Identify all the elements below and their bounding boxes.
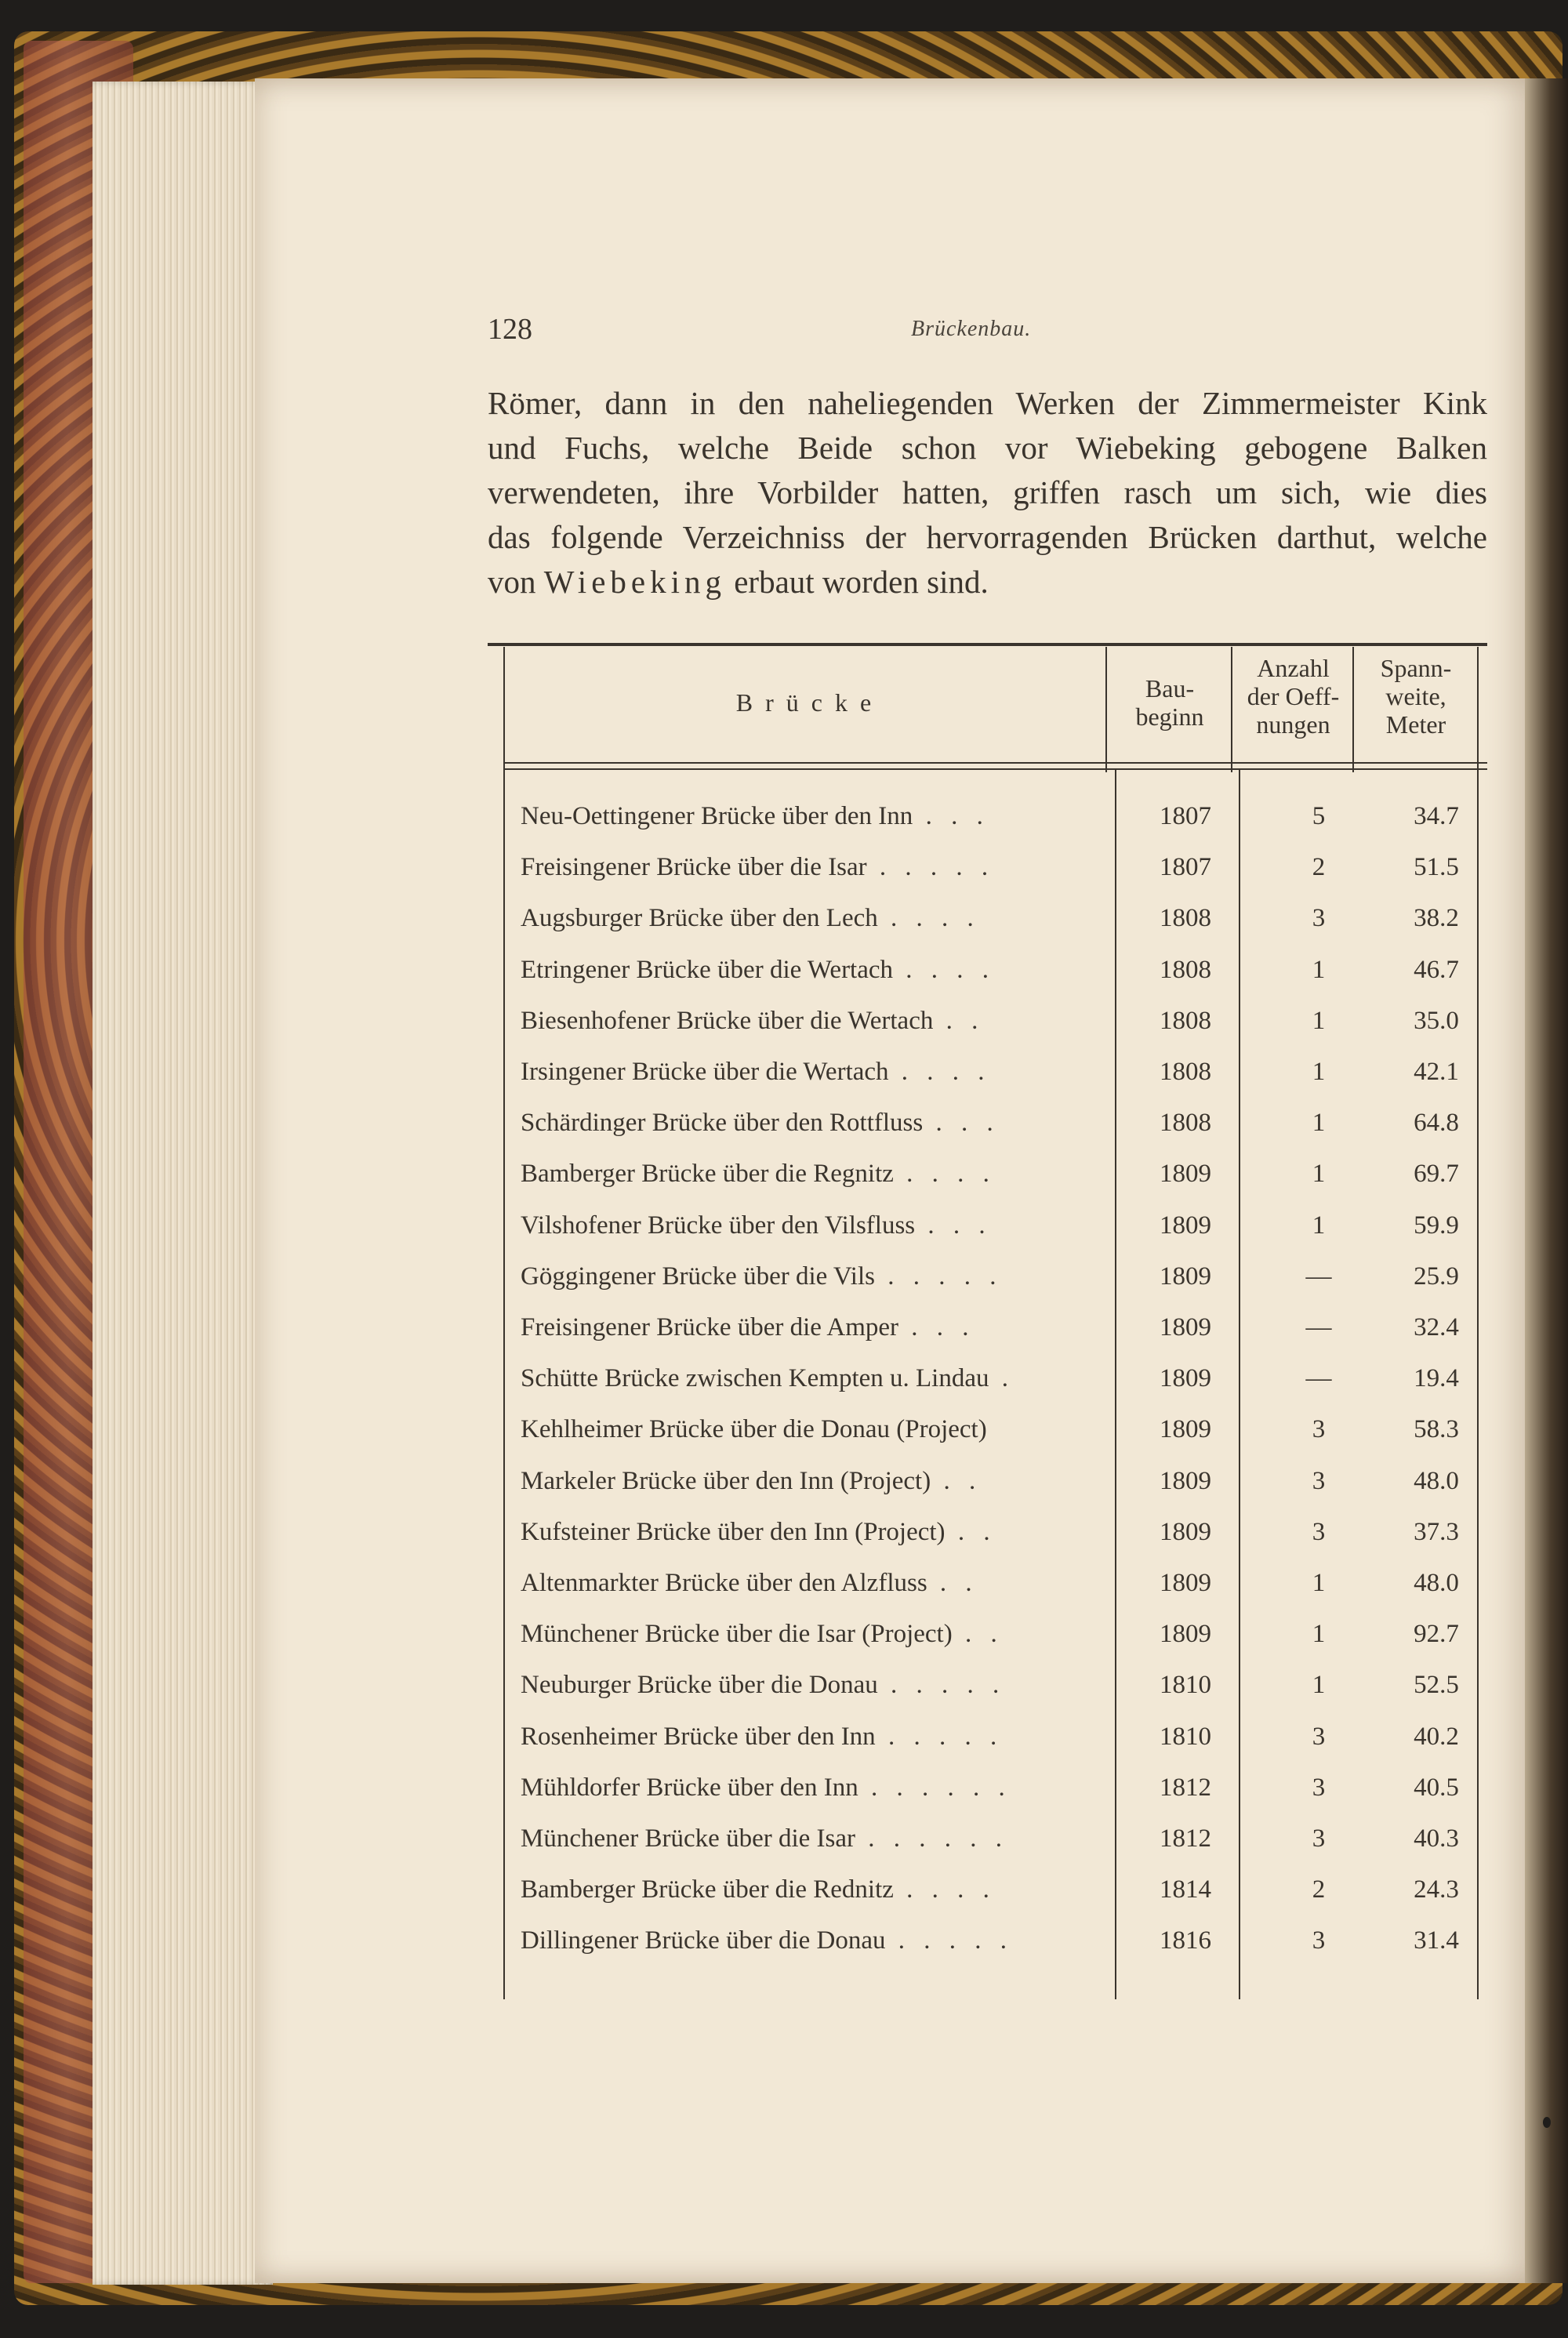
construction-year: 1809 bbox=[1160, 1620, 1211, 1649]
table-row bbox=[488, 1663, 1487, 1714]
span-width: 48.0 bbox=[1414, 1569, 1459, 1597]
spine-shadow bbox=[1525, 78, 1568, 2283]
table-row bbox=[488, 1203, 1487, 1254]
construction-year: 1809 bbox=[1160, 1160, 1211, 1189]
opening-count: 3 bbox=[1312, 1466, 1326, 1495]
bridge-name-text: Göggingener Brücke über die Vils bbox=[521, 1262, 875, 1291]
header-openings-line2: der Oeff- bbox=[1247, 682, 1340, 710]
running-head: Brückenbau. bbox=[911, 317, 1032, 341]
opening-count: 1 bbox=[1312, 1109, 1326, 1138]
opening-count: 1 bbox=[1312, 1160, 1326, 1189]
bridge-name bbox=[521, 1160, 1115, 1189]
opening-count: 1 bbox=[1312, 955, 1326, 984]
bridge-name bbox=[521, 1415, 1115, 1444]
bridge-name bbox=[521, 1875, 1115, 1904]
header-year-line1: Bau- bbox=[1145, 674, 1195, 702]
bridge-name-text: Bamberger Brücke über die Rednitz bbox=[521, 1875, 894, 1904]
bridge-name bbox=[521, 853, 1115, 882]
span-width: 40.5 bbox=[1414, 1773, 1459, 1802]
opening-count: 1 bbox=[1312, 1569, 1326, 1597]
table-row bbox=[488, 1050, 1487, 1101]
bridge-name bbox=[521, 1467, 1115, 1496]
opening-count: — bbox=[1305, 1364, 1332, 1393]
bridge-name bbox=[521, 1518, 1115, 1547]
dot-leader: . . . . bbox=[893, 1160, 996, 1189]
paragraph-line: das folgende Verzeichniss der hervorragenden Brücken darthut, welche bbox=[488, 519, 1487, 555]
header-bridge: B r ü c k e bbox=[735, 688, 875, 717]
construction-year: 1809 bbox=[1160, 1415, 1211, 1444]
span-width: 59.9 bbox=[1414, 1211, 1459, 1240]
bridge-name bbox=[521, 1723, 1115, 1752]
bridge-name bbox=[521, 1262, 1115, 1291]
header-span bbox=[1354, 654, 1478, 739]
dot-leader: . . . bbox=[923, 1109, 1000, 1138]
bridge-name-text: Freisingener Brücke über die Amper bbox=[521, 1313, 899, 1341]
table-row bbox=[488, 1919, 1487, 1970]
bridge-name bbox=[521, 802, 1115, 831]
opening-count: 1 bbox=[1312, 1671, 1326, 1700]
bridge-name bbox=[521, 1364, 1115, 1393]
span-width: 64.8 bbox=[1414, 1109, 1459, 1138]
bridge-name bbox=[521, 904, 1115, 933]
span-width: 34.7 bbox=[1414, 802, 1459, 830]
span-width: 24.3 bbox=[1414, 1875, 1459, 1904]
span-width: 69.7 bbox=[1414, 1160, 1459, 1189]
bridge-name-text: Kufsteiner Brücke über den Inn (Project) bbox=[521, 1517, 946, 1546]
dot-leader: . . . . bbox=[888, 1058, 991, 1086]
dot-leader: . . bbox=[933, 1006, 985, 1035]
spaced-name: Wiebeking bbox=[543, 564, 726, 600]
table-row bbox=[488, 896, 1487, 947]
dot-leader: . . . . . . bbox=[855, 1824, 1008, 1853]
construction-year: 1808 bbox=[1160, 1058, 1211, 1086]
bridge-table bbox=[488, 643, 1487, 1999]
dot-leader: . . . . . bbox=[875, 1722, 1004, 1751]
opening-count: 3 bbox=[1312, 904, 1326, 933]
opening-count: 2 bbox=[1312, 853, 1326, 882]
intro-paragraph bbox=[488, 381, 1487, 604]
construction-year: 1808 bbox=[1160, 1109, 1211, 1138]
dot-leader: . . . . . . bbox=[858, 1773, 1011, 1802]
construction-year: 1807 bbox=[1160, 853, 1211, 882]
bridge-name-text: Vilshofener Brücke über den Vilsfluss bbox=[521, 1211, 916, 1240]
opening-count: 2 bbox=[1312, 1875, 1326, 1904]
bridge-name bbox=[521, 1824, 1115, 1853]
table-row bbox=[488, 1715, 1487, 1766]
dot-leader: . . . . . bbox=[885, 1926, 1014, 1955]
bridge-name-text: Etringener Brücke über die Wertach bbox=[521, 955, 894, 984]
table-row bbox=[488, 1817, 1487, 1868]
header-rule-1 bbox=[503, 762, 1487, 764]
bridge-name-text: Freisingener Brücke über die Isar bbox=[521, 853, 867, 882]
dot-leader: . bbox=[989, 1364, 1014, 1393]
opening-count: — bbox=[1305, 1262, 1332, 1291]
table-row bbox=[488, 794, 1487, 845]
paragraph-line-last bbox=[488, 560, 1487, 604]
dot-leader: . . . . bbox=[877, 904, 980, 933]
bridge-name-text: Markeler Brücke über den Inn (Project) bbox=[521, 1466, 931, 1495]
dot-leader: . . . . . bbox=[874, 1262, 1003, 1291]
span-width: 52.5 bbox=[1414, 1671, 1459, 1700]
bridge-name-text: Bamberger Brücke über die Regnitz bbox=[521, 1160, 894, 1189]
bridge-name bbox=[521, 1926, 1115, 1955]
paragraph-line: verwendeten, ihre Vorbilder hatten, griffen rasch um sich, wie dies bbox=[488, 474, 1487, 510]
table-row bbox=[488, 1407, 1487, 1458]
page-number: 128 bbox=[488, 313, 532, 346]
bridge-name-text: Rosenheimer Brücke über den Inn bbox=[521, 1722, 876, 1751]
bridge-name-text: Münchener Brücke über die Isar bbox=[521, 1824, 855, 1853]
table-row bbox=[488, 1254, 1487, 1305]
table-row bbox=[488, 1152, 1487, 1203]
span-width: 40.3 bbox=[1414, 1824, 1459, 1853]
header-openings bbox=[1232, 654, 1354, 739]
bridge-name bbox=[521, 1211, 1115, 1240]
construction-year: 1810 bbox=[1160, 1671, 1211, 1700]
opening-count: 3 bbox=[1312, 1926, 1326, 1955]
page-header bbox=[488, 312, 1068, 351]
dot-leader: . . bbox=[945, 1517, 996, 1546]
span-width: 25.9 bbox=[1414, 1262, 1459, 1291]
bridge-name-text: Altenmarkter Brücke über den Alzfluss bbox=[521, 1569, 927, 1597]
span-width: 42.1 bbox=[1414, 1058, 1459, 1086]
paragraph-text: erbaut worden sind. bbox=[734, 564, 989, 600]
paragraph-line: Römer, dann in den naheliegenden Werken der Zimmermeister Kink bbox=[488, 385, 1487, 421]
construction-year: 1808 bbox=[1160, 904, 1211, 933]
bridge-name bbox=[521, 1313, 1115, 1342]
table-top-rule bbox=[488, 643, 1487, 646]
table-row bbox=[488, 1101, 1487, 1152]
table-row bbox=[488, 1561, 1487, 1612]
header-openings-line1: Anzahl bbox=[1257, 654, 1330, 682]
span-width: 38.2 bbox=[1414, 904, 1459, 933]
construction-year: 1814 bbox=[1160, 1875, 1211, 1904]
opening-count: 3 bbox=[1312, 1824, 1326, 1853]
header-openings-line3: nungen bbox=[1256, 710, 1330, 739]
bridge-name bbox=[521, 1569, 1115, 1598]
table-row bbox=[488, 1305, 1487, 1356]
dot-leader: . . bbox=[927, 1569, 978, 1597]
bridge-name bbox=[521, 1007, 1115, 1036]
opening-count: 3 bbox=[1312, 1415, 1326, 1444]
header-year bbox=[1107, 674, 1232, 731]
opening-count: 5 bbox=[1312, 802, 1326, 830]
bridge-name bbox=[521, 956, 1115, 985]
bridge-name-text: Irsingener Brücke über die Wertach bbox=[521, 1058, 889, 1086]
span-width: 92.7 bbox=[1414, 1620, 1459, 1649]
construction-year: 1809 bbox=[1160, 1262, 1211, 1291]
dot-leader: . . bbox=[952, 1620, 1004, 1649]
construction-year: 1809 bbox=[1160, 1211, 1211, 1240]
header-span-line3: Meter bbox=[1385, 710, 1446, 739]
edge-mark bbox=[1543, 2117, 1551, 2128]
dot-leader: . . bbox=[931, 1466, 982, 1495]
construction-year: 1808 bbox=[1160, 1006, 1211, 1035]
bridge-name-text: Augsburger Brücke über den Lech bbox=[521, 904, 878, 933]
bridge-name bbox=[521, 1773, 1115, 1803]
span-width: 32.4 bbox=[1414, 1313, 1459, 1341]
span-width: 51.5 bbox=[1414, 853, 1459, 882]
bridge-name-text: Münchener Brücke über die Isar (Project) bbox=[521, 1620, 953, 1649]
span-width: 19.4 bbox=[1414, 1364, 1459, 1393]
bridge-name bbox=[521, 1671, 1115, 1700]
bridge-name-text: Schütte Brücke zwischen Kempten u. Lindau bbox=[521, 1364, 989, 1393]
header-rule-2 bbox=[503, 768, 1487, 770]
construction-year: 1808 bbox=[1160, 955, 1211, 984]
construction-year: 1807 bbox=[1160, 802, 1211, 830]
table-row bbox=[488, 1868, 1487, 1919]
opening-count: 3 bbox=[1312, 1773, 1326, 1802]
dot-leader: . . . bbox=[898, 1313, 975, 1341]
span-width: 40.2 bbox=[1414, 1722, 1459, 1751]
span-width: 46.7 bbox=[1414, 955, 1459, 984]
span-width: 35.0 bbox=[1414, 1006, 1459, 1035]
table-row bbox=[488, 1356, 1487, 1407]
construction-year: 1809 bbox=[1160, 1569, 1211, 1597]
opening-count: 1 bbox=[1312, 1620, 1326, 1649]
opening-count: — bbox=[1305, 1313, 1332, 1341]
dot-leader: . . . bbox=[915, 1211, 992, 1240]
opening-count: 1 bbox=[1312, 1211, 1326, 1240]
construction-year: 1809 bbox=[1160, 1517, 1211, 1546]
bridge-name bbox=[521, 1620, 1115, 1649]
construction-year: 1809 bbox=[1160, 1466, 1211, 1495]
bridge-name bbox=[521, 1058, 1115, 1087]
dot-leader: . . . . bbox=[893, 955, 996, 984]
bridge-name-text: Biesenhofener Brücke über die Wertach bbox=[521, 1006, 934, 1035]
table-row bbox=[488, 948, 1487, 999]
bridge-name-text: Dillingener Brücke über die Donau bbox=[521, 1926, 886, 1955]
construction-year: 1812 bbox=[1160, 1773, 1211, 1802]
bridge-name-text: Schärdinger Brücke über den Rottfluss bbox=[521, 1109, 924, 1138]
header-span-line1: Spann- bbox=[1380, 654, 1452, 682]
paragraph-text: von bbox=[488, 564, 536, 600]
table-row bbox=[488, 1612, 1487, 1663]
page-edges bbox=[93, 82, 273, 2285]
header-year-line2: beginn bbox=[1135, 702, 1204, 731]
bridge-name-text: Neu-Oettingener Brücke über den Inn bbox=[521, 802, 913, 830]
bridge-name-text: Kehlheimer Brücke über die Donau (Project) bbox=[521, 1415, 987, 1444]
opening-count: 3 bbox=[1312, 1722, 1326, 1751]
paragraph-line: und Fuchs, welche Beide schon vor Wiebeking gebogene Balken bbox=[488, 430, 1487, 466]
span-width: 37.3 bbox=[1414, 1517, 1459, 1546]
bridge-name bbox=[521, 1109, 1115, 1138]
table-row bbox=[488, 845, 1487, 896]
construction-year: 1810 bbox=[1160, 1722, 1211, 1751]
construction-year: 1816 bbox=[1160, 1926, 1211, 1955]
table-row bbox=[488, 1459, 1487, 1510]
header-span-line2: weite, bbox=[1385, 682, 1446, 710]
table-row bbox=[488, 1766, 1487, 1817]
dot-leader: . . . bbox=[913, 802, 989, 830]
opening-count: 3 bbox=[1312, 1517, 1326, 1546]
span-width: 48.0 bbox=[1414, 1466, 1459, 1495]
opening-count: 1 bbox=[1312, 1058, 1326, 1086]
opening-count: 1 bbox=[1312, 1006, 1326, 1035]
construction-year: 1809 bbox=[1160, 1364, 1211, 1393]
table-row bbox=[488, 1510, 1487, 1561]
dot-leader: . . . . . bbox=[877, 1671, 1006, 1700]
construction-year: 1809 bbox=[1160, 1313, 1211, 1341]
dot-leader: . . . . . bbox=[866, 853, 995, 882]
table-row bbox=[488, 999, 1487, 1050]
dot-leader: . . . . bbox=[893, 1875, 996, 1904]
span-width: 58.3 bbox=[1414, 1415, 1459, 1444]
bridge-name-text: Mühldorfer Brücke über den Inn bbox=[521, 1773, 858, 1802]
span-width: 31.4 bbox=[1414, 1926, 1459, 1955]
bridge-name-text: Neuburger Brücke über die Donau bbox=[521, 1671, 878, 1700]
construction-year: 1812 bbox=[1160, 1824, 1211, 1853]
